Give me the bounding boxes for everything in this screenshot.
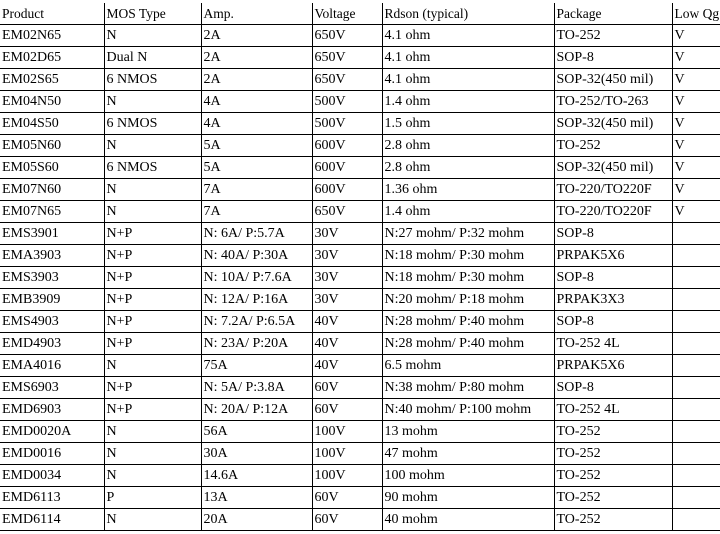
- cell-voltage: 650V: [312, 201, 382, 223]
- cell-rdson: 4.1 ohm: [382, 47, 554, 69]
- cell-amp: 56A: [201, 421, 312, 443]
- cell-amp: 2A: [201, 25, 312, 47]
- table-row: [0, 179, 720, 201]
- cell-product: EMB3909: [0, 289, 104, 311]
- cell-rdson: N:28 mohm/ P:40 mohm: [382, 333, 554, 355]
- cell-product: EMS4903: [0, 311, 104, 333]
- cell-product: EM02N65: [0, 25, 104, 47]
- cell-mos-type: N: [104, 509, 201, 531]
- cell-voltage: 600V: [312, 179, 382, 201]
- cell-low-qg: [672, 487, 720, 509]
- cell-voltage: 500V: [312, 91, 382, 113]
- cell-mos-type: 6 NMOS: [104, 157, 201, 179]
- cell-voltage: 60V: [312, 509, 382, 531]
- cell-rdson: 1.36 ohm: [382, 179, 554, 201]
- cell-rdson: 40 mohm: [382, 509, 554, 531]
- cell-mos-type: Dual N: [104, 47, 201, 69]
- cell-product: EM04S50: [0, 113, 104, 135]
- cell-package: TO-252: [554, 443, 672, 465]
- cell-voltage: 100V: [312, 421, 382, 443]
- mosfet-product-table: [0, 3, 720, 531]
- cell-amp: 20A: [201, 509, 312, 531]
- cell-voltage: 60V: [312, 377, 382, 399]
- table-row: [0, 223, 720, 245]
- cell-low-qg: V: [672, 113, 720, 135]
- cell-product: EM07N65: [0, 201, 104, 223]
- cell-mos-type: N: [104, 443, 201, 465]
- cell-rdson: 13 mohm: [382, 421, 554, 443]
- cell-amp: N: 12A/ P:16A: [201, 289, 312, 311]
- cell-amp: 2A: [201, 47, 312, 69]
- cell-package: TO-252: [554, 487, 672, 509]
- cell-product: EMS3903: [0, 267, 104, 289]
- cell-amp: N: 23A/ P:20A: [201, 333, 312, 355]
- cell-package: SOP-32(450 mil): [554, 69, 672, 91]
- cell-rdson: 47 mohm: [382, 443, 554, 465]
- table-body: [0, 25, 720, 531]
- cell-low-qg: V: [672, 179, 720, 201]
- table-row: [0, 509, 720, 531]
- table-row: [0, 421, 720, 443]
- cell-voltage: 30V: [312, 289, 382, 311]
- cell-low-qg: [672, 245, 720, 267]
- cell-package: SOP-8: [554, 311, 672, 333]
- cell-product: EM02D65: [0, 47, 104, 69]
- cell-product: EMD0034: [0, 465, 104, 487]
- cell-rdson: N:18 mohm/ P:30 mohm: [382, 267, 554, 289]
- cell-amp: 4A: [201, 91, 312, 113]
- cell-package: TO-252 4L: [554, 333, 672, 355]
- cell-mos-type: N+P: [104, 377, 201, 399]
- cell-voltage: 40V: [312, 311, 382, 333]
- cell-voltage: 30V: [312, 267, 382, 289]
- cell-rdson: 90 mohm: [382, 487, 554, 509]
- cell-amp: 30A: [201, 443, 312, 465]
- product-table-container: [0, 3, 720, 531]
- cell-rdson: 2.8 ohm: [382, 135, 554, 157]
- cell-product: EM02S65: [0, 69, 104, 91]
- table-row: [0, 399, 720, 421]
- cell-mos-type: N+P: [104, 245, 201, 267]
- cell-low-qg: V: [672, 201, 720, 223]
- cell-mos-type: P: [104, 487, 201, 509]
- header-voltage: Voltage: [312, 3, 382, 25]
- cell-product: EMD6114: [0, 509, 104, 531]
- cell-rdson: 4.1 ohm: [382, 69, 554, 91]
- cell-package: PRPAK5X6: [554, 245, 672, 267]
- cell-voltage: 60V: [312, 487, 382, 509]
- cell-product: EMS3901: [0, 223, 104, 245]
- cell-package: SOP-32(450 mil): [554, 157, 672, 179]
- cell-voltage: 600V: [312, 157, 382, 179]
- table-row: [0, 201, 720, 223]
- cell-package: TO-220/TO220F: [554, 179, 672, 201]
- cell-package: SOP-8: [554, 267, 672, 289]
- cell-product: EMD0020A: [0, 421, 104, 443]
- cell-rdson: 2.8 ohm: [382, 157, 554, 179]
- cell-amp: 4A: [201, 113, 312, 135]
- table-row: [0, 311, 720, 333]
- cell-voltage: 100V: [312, 443, 382, 465]
- cell-amp: N: 6A/ P:5.7A: [201, 223, 312, 245]
- cell-mos-type: N: [104, 91, 201, 113]
- table-row: [0, 245, 720, 267]
- cell-package: SOP-8: [554, 223, 672, 245]
- cell-rdson: 4.1 ohm: [382, 25, 554, 47]
- cell-mos-type: N: [104, 421, 201, 443]
- cell-mos-type: N+P: [104, 311, 201, 333]
- cell-package: TO-252: [554, 465, 672, 487]
- cell-package: TO-252/TO-263: [554, 91, 672, 113]
- cell-rdson: N:38 mohm/ P:80 mohm: [382, 377, 554, 399]
- table-row: [0, 113, 720, 135]
- header-package: Package: [554, 3, 672, 25]
- cell-product: EMD0016: [0, 443, 104, 465]
- cell-product: EMA4016: [0, 355, 104, 377]
- cell-mos-type: N: [104, 355, 201, 377]
- cell-mos-type: N+P: [104, 333, 201, 355]
- cell-rdson: 6.5 mohm: [382, 355, 554, 377]
- cell-low-qg: [672, 311, 720, 333]
- cell-low-qg: V: [672, 47, 720, 69]
- cell-product: EMA3903: [0, 245, 104, 267]
- cell-voltage: 30V: [312, 245, 382, 267]
- header-row: [0, 3, 720, 25]
- table-row: [0, 91, 720, 113]
- cell-mos-type: N: [104, 25, 201, 47]
- cell-voltage: 40V: [312, 333, 382, 355]
- table-row: [0, 487, 720, 509]
- cell-amp: 5A: [201, 157, 312, 179]
- cell-package: SOP-32(450 mil): [554, 113, 672, 135]
- cell-rdson: N:40 mohm/ P:100 mohm: [382, 399, 554, 421]
- cell-voltage: 40V: [312, 355, 382, 377]
- cell-mos-type: 6 NMOS: [104, 113, 201, 135]
- cell-amp: 5A: [201, 135, 312, 157]
- cell-mos-type: N: [104, 135, 201, 157]
- table-row: [0, 465, 720, 487]
- cell-package: SOP-8: [554, 47, 672, 69]
- cell-product: EM05N60: [0, 135, 104, 157]
- cell-low-qg: [672, 443, 720, 465]
- cell-low-qg: V: [672, 69, 720, 91]
- cell-mos-type: N+P: [104, 223, 201, 245]
- cell-rdson: N:28 mohm/ P:40 mohm: [382, 311, 554, 333]
- cell-amp: N: 10A/ P:7.6A: [201, 267, 312, 289]
- cell-low-qg: V: [672, 91, 720, 113]
- cell-amp: 13A: [201, 487, 312, 509]
- cell-rdson: 1.4 ohm: [382, 201, 554, 223]
- table-row: [0, 157, 720, 179]
- table-row: [0, 69, 720, 91]
- cell-low-qg: [672, 399, 720, 421]
- table-row: [0, 135, 720, 157]
- header-low-qg: Low Qg: [672, 3, 720, 25]
- table-row: [0, 267, 720, 289]
- table-row: [0, 443, 720, 465]
- cell-mos-type: N+P: [104, 399, 201, 421]
- cell-rdson: N:18 mohm/ P:30 mohm: [382, 245, 554, 267]
- table-row: [0, 333, 720, 355]
- cell-product: EMS6903: [0, 377, 104, 399]
- cell-amp: 7A: [201, 179, 312, 201]
- table-row: [0, 25, 720, 47]
- cell-low-qg: V: [672, 157, 720, 179]
- cell-product: EMD6113: [0, 487, 104, 509]
- cell-package: TO-252: [554, 135, 672, 157]
- cell-package: TO-252: [554, 25, 672, 47]
- cell-mos-type: N: [104, 465, 201, 487]
- cell-low-qg: V: [672, 135, 720, 157]
- table-row: [0, 355, 720, 377]
- cell-amp: N: 5A/ P:3.8A: [201, 377, 312, 399]
- cell-rdson: N:27 mohm/ P:32 mohm: [382, 223, 554, 245]
- cell-mos-type: N: [104, 201, 201, 223]
- header-product: Product: [0, 3, 104, 25]
- cell-low-qg: [672, 333, 720, 355]
- cell-voltage: 30V: [312, 223, 382, 245]
- cell-product: EM07N60: [0, 179, 104, 201]
- cell-low-qg: [672, 267, 720, 289]
- cell-low-qg: [672, 421, 720, 443]
- cell-low-qg: [672, 465, 720, 487]
- cell-package: TO-220/TO220F: [554, 201, 672, 223]
- cell-mos-type: 6 NMOS: [104, 69, 201, 91]
- cell-package: PRPAK3X3: [554, 289, 672, 311]
- cell-amp: N: 20A/ P:12A: [201, 399, 312, 421]
- cell-rdson: 1.4 ohm: [382, 91, 554, 113]
- table-row: [0, 377, 720, 399]
- cell-voltage: 650V: [312, 69, 382, 91]
- cell-rdson: 100 mohm: [382, 465, 554, 487]
- cell-package: SOP-8: [554, 377, 672, 399]
- cell-voltage: 100V: [312, 465, 382, 487]
- cell-product: EM04N50: [0, 91, 104, 113]
- cell-voltage: 500V: [312, 113, 382, 135]
- header-amp: Amp.: [201, 3, 312, 25]
- cell-amp: 14.6A: [201, 465, 312, 487]
- cell-amp: 2A: [201, 69, 312, 91]
- cell-amp: N: 7.2A/ P:6.5A: [201, 311, 312, 333]
- cell-low-qg: [672, 289, 720, 311]
- cell-amp: 7A: [201, 201, 312, 223]
- cell-mos-type: N: [104, 179, 201, 201]
- cell-product: EMD6903: [0, 399, 104, 421]
- cell-package: TO-252 4L: [554, 399, 672, 421]
- cell-voltage: 650V: [312, 25, 382, 47]
- cell-product: EM05S60: [0, 157, 104, 179]
- cell-voltage: 600V: [312, 135, 382, 157]
- cell-package: TO-252: [554, 421, 672, 443]
- cell-low-qg: [672, 355, 720, 377]
- table-row: [0, 289, 720, 311]
- header-mos-type: MOS Type: [104, 3, 201, 25]
- cell-mos-type: N+P: [104, 289, 201, 311]
- cell-package: TO-252: [554, 509, 672, 531]
- cell-voltage: 60V: [312, 399, 382, 421]
- table-row: [0, 47, 720, 69]
- cell-low-qg: [672, 377, 720, 399]
- cell-package: PRPAK5X6: [554, 355, 672, 377]
- cell-low-qg: [672, 223, 720, 245]
- cell-amp: 75A: [201, 355, 312, 377]
- cell-product: EMD4903: [0, 333, 104, 355]
- cell-rdson: N:20 mohm/ P:18 mohm: [382, 289, 554, 311]
- header-rdson: Rdson (typical): [382, 3, 554, 25]
- cell-amp: N: 40A/ P:30A: [201, 245, 312, 267]
- cell-mos-type: N+P: [104, 267, 201, 289]
- cell-low-qg: V: [672, 25, 720, 47]
- cell-rdson: 1.5 ohm: [382, 113, 554, 135]
- cell-low-qg: [672, 509, 720, 531]
- cell-voltage: 650V: [312, 47, 382, 69]
